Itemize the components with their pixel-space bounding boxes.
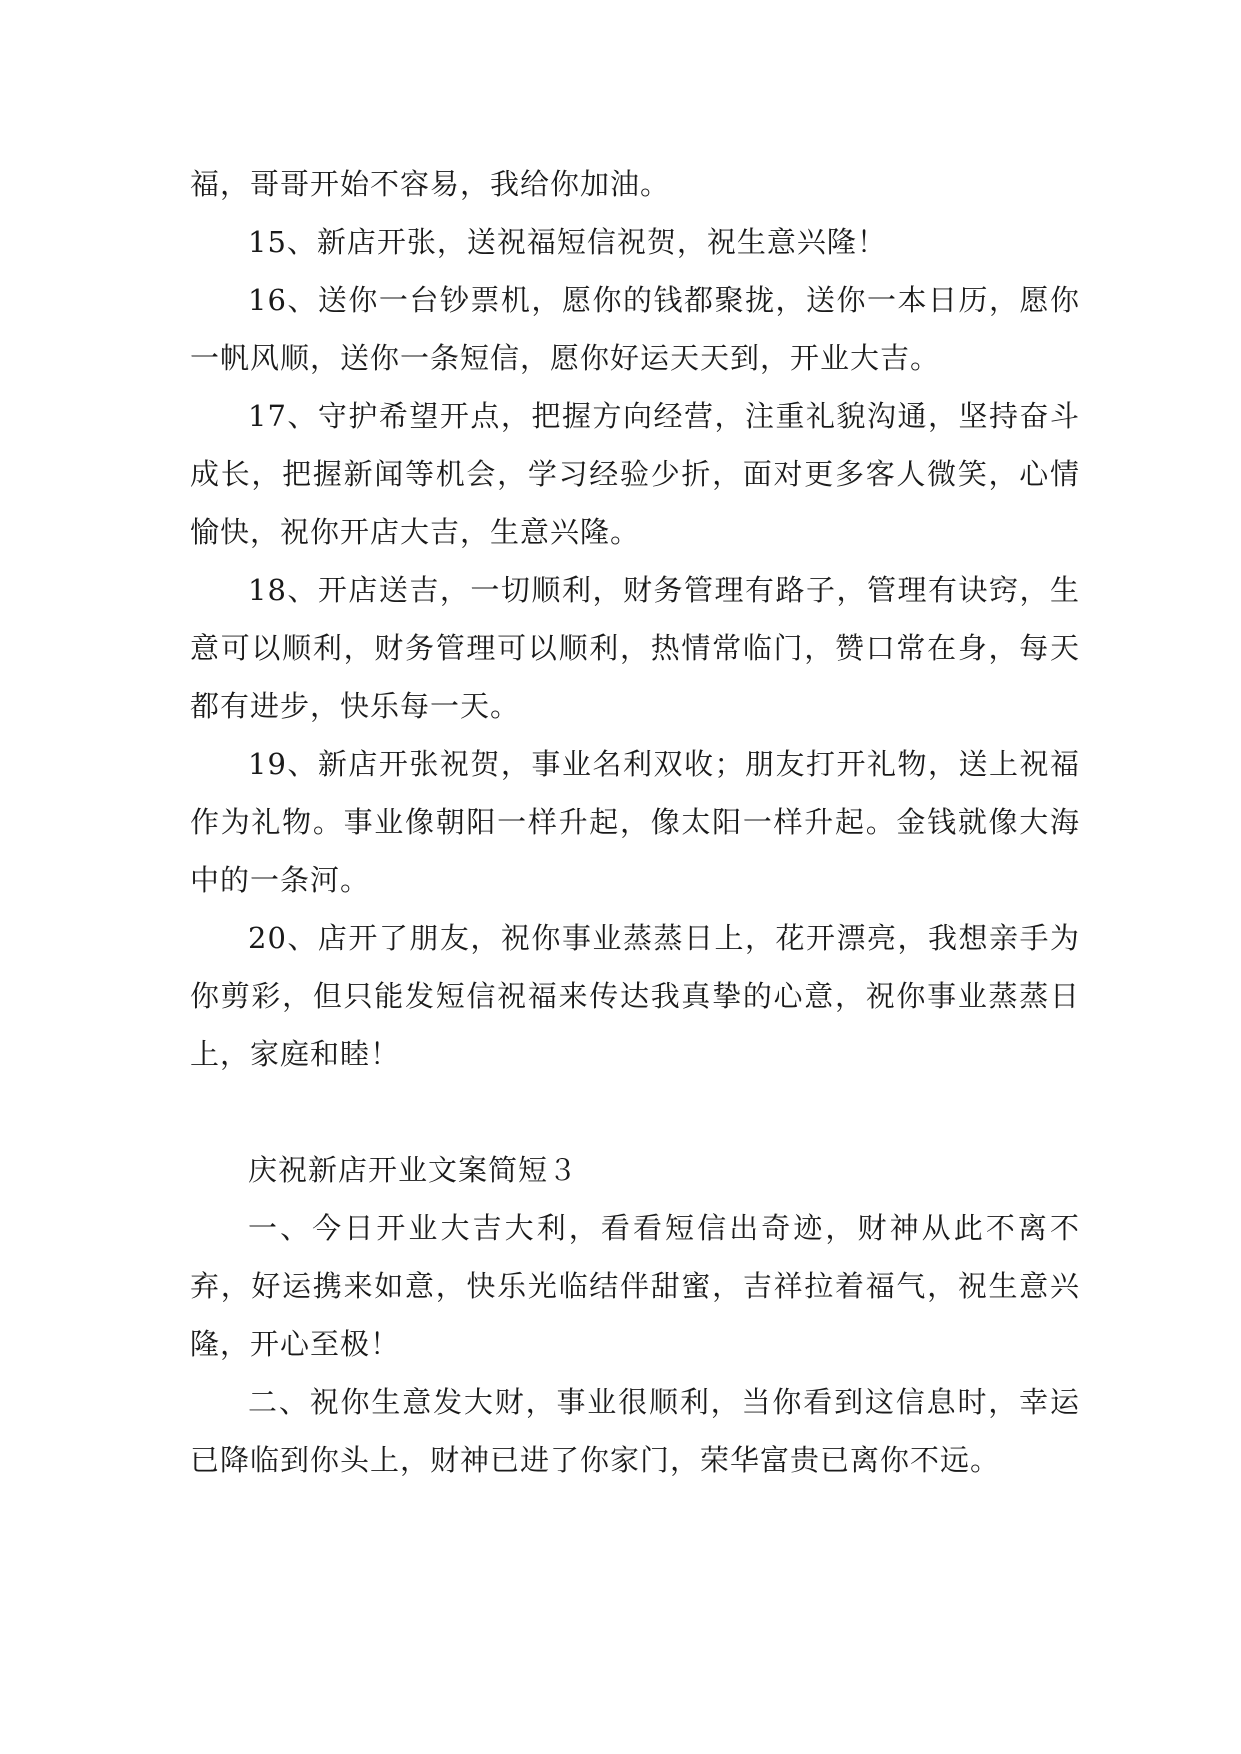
paragraph-item-18: 18、开店送吉，一切顺利，财务管理有路子，管理有诀窍，生意可以顺利，财务管理可以顺利，热情常临门，赞口常在身，每天都有进步，快乐每一天。 (190, 573, 1080, 723)
paragraph-item-19: 19、新店开张祝贺，事业名利双收；朋友打开礼物，送上祝福作为礼物。事业像朝阳一样升起，像太阳一样升起。金钱就像大海中的一条河。 (190, 747, 1080, 897)
section-paragraph-2: 二、祝你生意发大财，事业很顺利，当你看到这信息时，幸运已降临到你头上，财神已进了你家门，荣华富贵已离你不远。 (190, 1385, 1080, 1477)
section-spacer (190, 1083, 1080, 1141)
paragraph-continuation: 福，哥哥开始不容易，我给你加油。 (190, 167, 671, 201)
section-title: 庆祝新店开业文案简短３ (248, 1153, 579, 1187)
section-paragraph-1: 一、今日开业大吉大利，看看短信出奇迹，财神从此不离不弃，好运携来如意，快乐光临结伴甜蜜，吉祥拉着福气，祝生意兴隆，开心至极！ (190, 1211, 1080, 1361)
document-body (190, 155, 1080, 1489)
paragraph-item-15: 15、新店开张，送祝福短信祝贺，祝生意兴隆！ (248, 225, 887, 259)
paragraph-item-20: 20、店开了朋友，祝你事业蒸蒸日上，花开漂亮，我想亲手为你剪彩，但只能发短信祝福来传达我真挚的心意，祝你事业蒸蒸日上，家庭和睦！ (190, 921, 1080, 1071)
paragraph-item-16: 16、送你一台钞票机，愿你的钱都聚拢，送你一本日历，愿你一帆风顺，送你一条短信，愿你好运天天到，开业大吉。 (190, 283, 1080, 375)
paragraph-item-17: 17、守护希望开点，把握方向经营，注重礼貌沟通，坚持奋斗成长，把握新闻等机会，学习经验少折，面对更多客人微笑，心情愉快，祝你开店大吉，生意兴隆。 (190, 399, 1080, 549)
